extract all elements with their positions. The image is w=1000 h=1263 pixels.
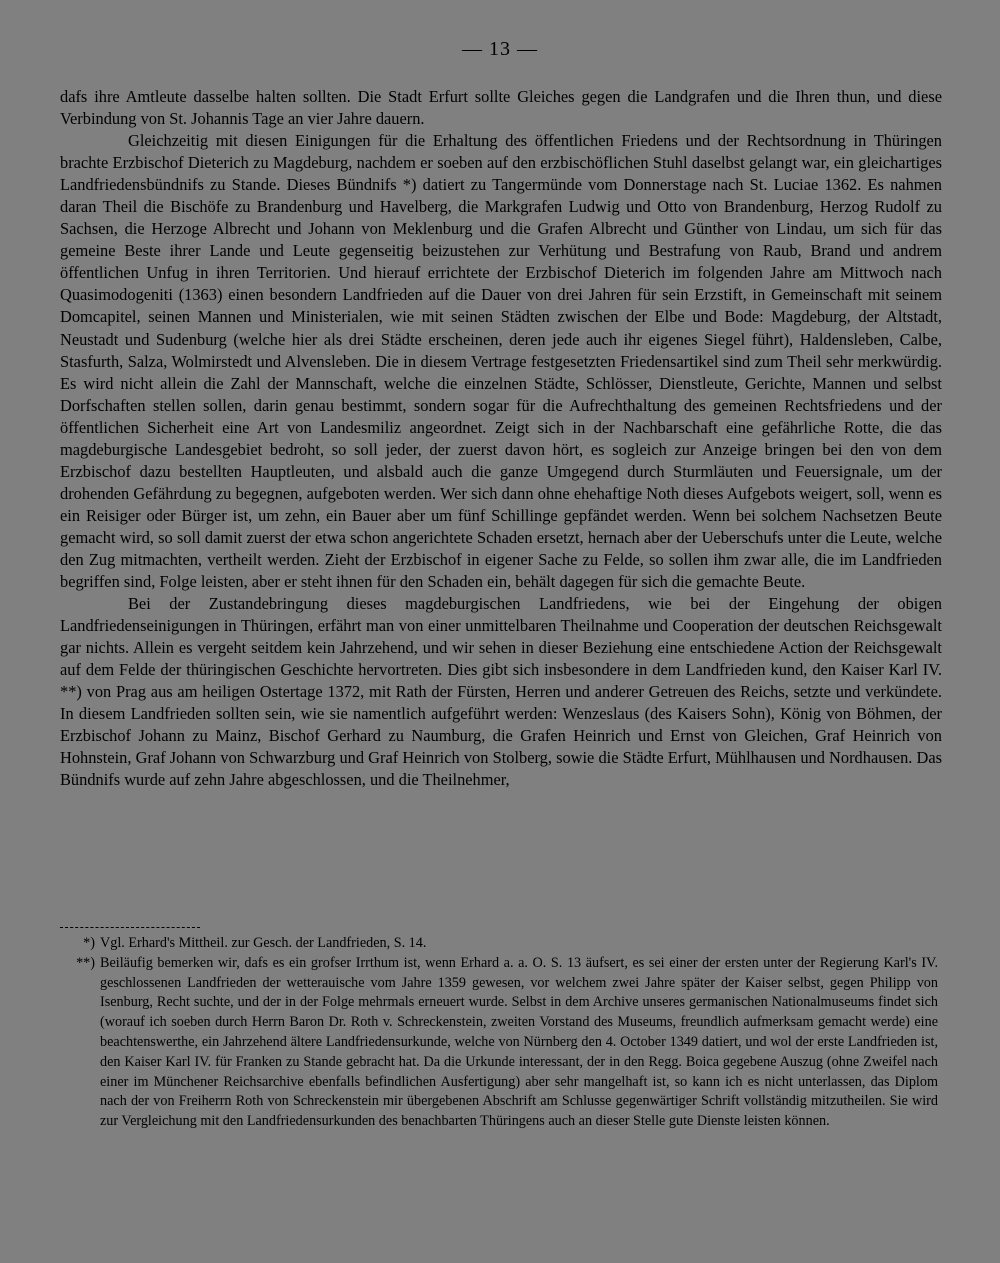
paragraph-2: Gleichzeitig mit diesen Einigungen für die Erhaltung des öffentlichen Friedens und der Rechtsordnung in Thüringen brachte Erzbischof Dieterich zu Magdeburg, nachdem er soeben auf den erzbischöflichen Stuhl daselbst gelangt war, ein gleichartiges Landfriedensbündnifs zu Stande. Dieses Bündnifs *) datiert zu Tangermünde vom Donnerstage nach St. Luciae 1362. Es nahmen daran Theil die Bischöfe zu Brandenburg und Havelberg, die Markgrafen Ludwig und Otto von Brandenburg, Herzog Rudolf zu Sachsen, die Herzoge Albrecht und Johann von Meklenburg und die Grafen Albrecht und Günther von Lindau, um sich für das gemeine Beste ihrer Lande und Leute gegenseitig beizustehen zur Verhütung und Bestrafung von Raub, Brand und andrem öffentlichen Unfug in ihren Territorien. Und hierauf errichtete der Erzbischof Dieterich im folgenden Jahre am Mittwoch nach Quasimodogeniti (1363) einen besondern Landfrieden auf die Dauer von drei Jahren für sein Erzstift, in Gemeinschaft mit seinem Domcapitel, seinen Mannen und Ministerialen, wie mit seinen Städten zwischen der Elbe und Bode: Magdeburg, der Altstadt, Neustadt und Sudenburg (welche hier als drei Städte erscheinen, deren jede auch ihr eigenes Siegel führt), Haldensleben, Calbe, Stasfurth, Salza, Wolmirstedt und Alvensleben. Die in diesem Vertrage festgesetzten Friedensartikel sind zum Theil sehr merkwürdig. Es wird nicht allein die Zahl der Mannschaft, welche die einzelnen Städte, Schlösser, Dienstleute, Gerichte, Mannen und selbst Dorfschaften stellen sollen, darin genau bestimmt, sondern sogar für die Aufrechthaltung des gemeinen Rechtsfriedens und der öffentlichen Sicherheit eine Art von Landesmiliz angeordnet. Zeigt sich in der Nachbarschaft eine gefährliche Rotte, die das magdeburgische Landesgebiet bedroht, so soll jeder, der zuerst davon hört, es sogleich zur Anzeige bringen bei den von dem Erzbischof dazu bestellten Hauptleuten, und alsbald auch die ganze Umgegend durch Sturmläuten und Feuersignale, um der drohenden Gefährdung zu begegnen, aufgeboten werden. Wer sich dann ohne ehehaftige Noth dieses Aufgebots weigert, soll, wenn es ein Reisiger oder Bürger ist, um zehn, ein Bauer aber um fünf Schillinge gepfändet werden. Wenn bei solchem Nachsetzen Beute gemacht wird, so soll damit zuerst der etwa schon angerichtete Schaden ersetzt, hernach aber der Ueberschufs unter die Leute, welche den Zug mitmachten, vertheilt werden. Zieht der Erzbischof in eigener Sache zu Felde, so sollen ihm zwar alle, die im Landfrieden begriffen sind, Folge leisten, aber er steht ihnen für den Schaden ein, behält dagegen für sich die gemachte Beute.: [60, 131, 942, 592]
paragraph-3: Bei der Zustandebringung dieses magdeburgischen Landfriedens, wie bei der Eingehung der obigen Landfriedenseinigungen in Thüringen, erfährt man von einer unmittelbaren Theilnahme und Cooperation der deutschen Reichsgewalt gar nichts. Allein es vergeht seitdem kein Jahrzehend, und wir sehen in dieser Beziehung eine entschiedene Action der Reichsgewalt auf dem Felde der thüringischen Geschichte hervortreten. Dies gibt sich insbesondere in dem Landfrieden kund, den Kaiser Karl IV. **) von Prag aus am heiligen Ostertage 1372, mit Rath der Fürsten, Herren und anderer Getreuen des Reichs, setzte und verkündete. In diesem Landfrieden sollten sein, wie sie namentlich aufgeführt werden: Wenzeslaus (des Kaisers Sohn), König von Böhmen, der Erzbischof Johann zu Mainz, Bischof Gerhard zu Naumburg, die Grafen Heinrich und Ernst von Gleichen, Graf Heinrich von Hohnstein, Graf Johann von Schwarzburg und Graf Heinrich von Stolberg, sowie die Städte Erfurt, Mühlhausen und Nordhausen. Das Bündnifs wurde auf zehn Jahre abgeschlossen, und die Theilnehmer,: [60, 594, 942, 790]
footnote-2-mark: **): [76, 954, 95, 971]
footnotes: [60, 934, 938, 1132]
footnote-1-text: Vgl. Erhard's Mittheil. zur Gesch. der Landfrieden, S. 14.: [100, 935, 427, 951]
page-number: — 13 —: [462, 38, 538, 60]
footnote-divider: [60, 927, 200, 928]
body-text: [60, 86, 942, 792]
paragraph-1: dafs ihre Amtleute dasselbe halten sollten. Die Stadt Erfurt sollte Gleiches gegen die Landgrafen und die Ihren thun, und diese Verbindung von St. Johannis Tage an vier Jahre dauern.: [60, 87, 942, 129]
footnote-2-text: Beiläufig bemerken wir, dafs es ein grofser Irrthum ist, wenn Erhard a. a. O. S. 13 äufsert, es sei einer der ersten unter der Regierung Karl's IV. geschlossenen Landfrieden der wetterauische vom Jahre 1359 gewesen, vor welchem zwei Jahre später der Kaiser selbst, gegen Philipp von Isenburg, Recht suchte, und der in der Folge mehrmals erneuert wurde. Selbst in dem Archive unseres germanischen Nationalmuseums findet sich (worauf ich soeben durch Herrn Baron Dr. Roth v. Schreckenstein, zweiten Vorstand des Museums, freundlich aufmerksam gemacht werde) eine beachtenswerthe, ein Jahrzehend ältere Landfriedensurkunde, welche von Nürnberg den 4. October 1349 datiert, und wol der erste Landfrieden ist, den Kaiser Karl IV. für Franken zu Stande gebracht hat. Da die Urkunde interessant, der in den Regg. Boica gegebene Auszug (ohne Zweifel nach einer im Münchener Reichsarchive ebenfalls befindlichen Ausfertigung) aber sehr mangelhaft ist, so kann ich es nicht unterlassen, das Diplom nach der von Freiherrn Roth von Schreckenstein mir übergebenen Abschrift am Schlusse gegenwärtiger Schrift vollständig mitzutheilen. Sie wird zur Vergleichung mit den Landfriedensurkunden des benachbarten Thüringens auch an dieser Stelle gute Dienste leisten können.: [100, 954, 938, 1130]
footnote-2: [60, 954, 938, 1132]
footnote-1-mark: *): [83, 935, 95, 951]
footnote-1: [60, 934, 938, 954]
